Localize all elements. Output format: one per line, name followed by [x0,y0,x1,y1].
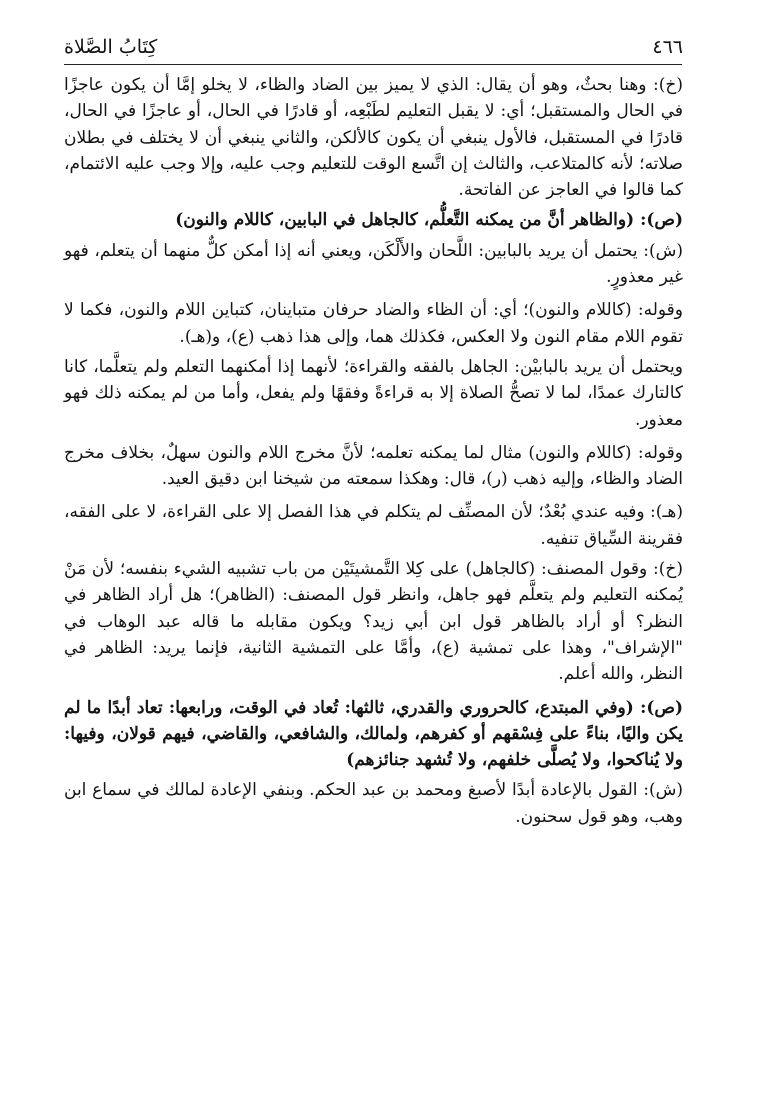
paragraph-commentary: (خ): وقول المصنف: (كالجاهل) على كِلا التَّمشيتَيْن من باب تشبيه الشيء بنفسه؛ لأن مَنْ يُمكنه التعليم ولم يتعلَّم فهو جاهل، وانظر قول المصنف: (الظاهر)؛ هل أراد الظاهر في النظر؟ أو أراد بالظاهر قول ابن أبي زيد؟ ويكون مقابله ما قاله عبد الوهاب في "الإشراف"، وهذا على تمشية (ع)، وأمَّا على التمشية الثانية، فإنما يريد: الظاهر في النظر، والله أعلم. [64,559,683,685]
page-body [64,72,683,830]
paragraph-commentary: (هـ): وفيه عندي بُعْدٌ؛ لأن المصنِّف لم يتكلم في هذا الفصل إلا على القراءة، لا على الفقه، فقرينة السِّياق تنفيه. [64,502,683,549]
header-rule [64,64,682,65]
page-header [64,34,683,62]
page-number: ٤٦٦ [652,36,683,58]
paragraph-khaa-discussion: (خ): وهنا بحثٌ، وهو أن يقال: الذي لا يميز بين الضاد والظاء، لا يخلو إمَّا أن يكون عاجزًا في الحال والمستقبل؛ أي: لا يقبل التعليم لطَبْعِه، أو قادرًا في الحال، أو عاجزًا في الحال، قادرًا في المستقبل، فالأول ينبغي أن يكون كالألكن، والثاني ينبغي أن لا يختلف في بطلان صلاته؛ لأنه كالمتلاعب، والثالث إن اتَّسع الوقت للتعليم وجب عليه، وإلا وجب عليه الائتمام، كما قالوا في العاجز عن الفاتحة. [64,75,683,201]
paragraph-commentary: وقوله: (كاللام والنون)؛ أي: أن الظاء والضاد حرفان متباينان، كتباين اللام والنون، فكما لا تقوم اللام مقام النون ولا العكس، فكذلك هما، وإلى هذا ذهب (ع)، و(هـ). [64,300,683,347]
paragraph-commentary: ويحتمل أن يريد بالبابيْن: الجاهل بالفقه والقراءة؛ لأنهما إذا أمكنهما التعلم ولم يتعلَّما، كانا كالتارك عمدًا، لما لا تصحُّ الصلاة إلا به قراءةً وفقهًا ولم يفعل، وأما من لم يمكنه ذلك فهو معذور. [64,356,683,430]
running-title: كِتَابُ الصَّلاة [64,36,158,58]
paragraph-text-lemma: (ص): (والظاهر أنَّ من يمكنه التَّعلُّم، كالجاهل في البابين، كاللام والنون) [175,210,683,231]
paragraph-commentary: وقوله: (كاللام والنون) مثال لما يمكنه تعلمه؛ لأنَّ مخرج اللام والنون سهلٌ، بخلاف مخرج الضاد والظاء، وإليه ذهب (ر)، قال: وهكذا سمعته من شيخنا ابن دقيق العيد. [64,442,683,490]
paragraph-text-lemma: (ص): (وفي المبتدع، كالحروري والقدري، ثالثها: تُعاد في الوقت، ورابعها: تعاد أبدًا ما لم يكن واليًا، بناءً على فِسْقهم أو كفرهم، ولمالك، والشافعي، والقاضي، فيهم قولان، وفيها: ولا يُناكحوا، ولا يُصلَّى خلفهم، ولا تُشهد جنائزهم) [64,697,683,771]
paragraph-commentary: (ش): القول بالإعادة أبدًا لأصبغ ومحمد بن عبد الحكم. وبنفي الإعادة لمالك في سماع ابن وهب، وهو قول سحنون. [64,780,683,827]
paragraph-commentary: (ش): يحتمل أن يريد بالبابين: اللَّحان والأَلْكَن، ويعني أنه إذا أمكن كلٌّ منهما أن يتعلم، فهو غير معذورٍ. [64,240,683,288]
